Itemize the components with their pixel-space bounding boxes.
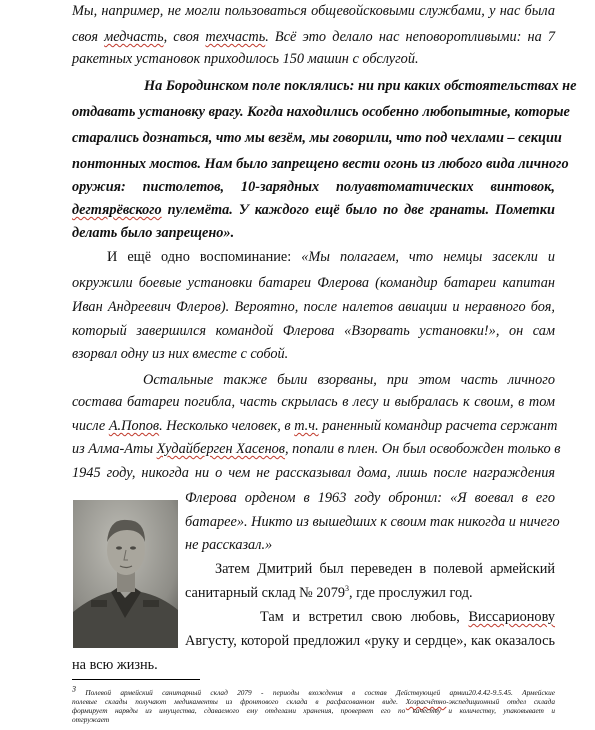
paragraph-3-line [72, 274, 555, 292]
footnote-marker: 3 [72, 684, 76, 694]
paragraph-2-line [72, 103, 570, 121]
text-run: т.ч. [294, 418, 319, 434]
text-run: 1945 году, никогда ни о чем не рассказывал дома, лишь после награждения [72, 465, 555, 481]
footnote-separator [72, 679, 200, 680]
text-run: формирует наряды из имущества, сдаваемого ему отделами хранения, проверяет его по качеству и количеству, упаковывает и [72, 706, 555, 715]
paragraph-6-line [72, 656, 555, 674]
text-run: на всю жизнь. [72, 657, 158, 673]
text-run: . Всё это делало нас неповоротливыми: на 7 [265, 29, 556, 45]
paragraph-4-line [185, 513, 560, 531]
text-run: . Несколько человек, в [159, 418, 295, 434]
text-run: батарее». Никто из вышедших к своим так никогда и ничего [185, 514, 560, 530]
paragraph-4-line [72, 417, 558, 435]
text-run: «Мы полагаем, что немцы засекли и [301, 249, 556, 265]
text-run: Августу, которой предложил «руку и сердце», как оказалось [185, 633, 555, 649]
text-run: А.Попов [108, 418, 160, 434]
footnote-line [72, 715, 555, 724]
text-run: состава батареи погибла, часть скрылась в лесу и выбралась к своим, в том [72, 394, 555, 410]
text-run: дегтярёвского [72, 202, 162, 218]
paragraph-2-line [72, 224, 555, 242]
text-run: который завершился командой Флерова «Взорвать установки!», он сам [72, 323, 555, 339]
paragraph-6-line [260, 608, 555, 626]
paragraph-2-line [72, 201, 555, 219]
text-run: , попали в плен. Он был освобожден только в [285, 441, 561, 457]
text-run: окружили боевые установки батареи Флерова (командир батареи капитан [72, 275, 555, 291]
text-run: ракетных установок приходилось 150 машин с обслугой. [72, 51, 419, 67]
text-run: санитарный склад № 2079 [185, 585, 345, 601]
text-run: Хозрасчётно [405, 697, 447, 706]
text-run: На Бородинском поле поклялись: ни при каких обстоятельствах не [144, 78, 577, 94]
paragraph-3-line [72, 298, 555, 316]
text-run: числе [72, 418, 109, 434]
paragraph-1-line [72, 2, 555, 20]
text-run: , где прослужил год. [349, 585, 473, 601]
paragraph-4-line [72, 393, 555, 411]
text-run: Остальные также были взорваны, при этом часть личного [143, 372, 555, 388]
paragraph-2-line [144, 77, 577, 95]
text-run: Полевой армейский санитарный склад 2079 - периоды вхождения в состав Действующей армии20.4.42-9.5.45. Армейские [76, 688, 555, 697]
text-run: отгружает [72, 715, 110, 724]
paragraph-1-line [72, 50, 555, 68]
text-run: медчасть [104, 29, 164, 45]
text-run: Виссарионову [468, 609, 555, 625]
paragraph-3-line [72, 345, 555, 363]
text-run: старались дознаться, что мы везём, мы говорили, что под чехлами – секции [72, 130, 562, 146]
paragraph-2-line [72, 155, 569, 173]
text-run: , своя [163, 29, 206, 45]
paragraph-3-line [72, 322, 555, 340]
footnote-line [72, 706, 555, 715]
text-run: Флерова орденом в 1963 году обронил: «Я воевал в его [185, 490, 555, 506]
text-run: Мы, например, не могли пользоваться общевойсковыми службами, у нас была [72, 3, 555, 19]
text-run: не рассказал.» [185, 537, 273, 553]
paragraph-3-line [107, 248, 555, 266]
paragraph-5-line [185, 584, 555, 602]
text-run: Иван Андреевич Флеров). Вероятно, после налетов авиации и неравного боя, [72, 299, 555, 315]
text-run: пулемёта. У каждого ещё было по две гранаты. Пометки [161, 202, 555, 218]
text-run: своя [72, 29, 105, 45]
text-run: отдавать установку врагу. Когда находились особенно любопытные, которые [72, 104, 570, 120]
text-run: -экспедиционный отдел склада [446, 697, 555, 706]
soldier-portrait-photo [73, 500, 178, 648]
text-run: из Алма-Аты [72, 441, 157, 457]
text-run: Там и встретил свою любовь, [260, 609, 469, 625]
footnote-line [72, 697, 555, 706]
paragraph-4-line [72, 440, 561, 458]
text-run: взорвал одну из них вместе с собой. [72, 346, 289, 362]
paragraph-4-line [143, 371, 555, 389]
footnote-line [72, 684, 555, 697]
footnote-marker: 3 [345, 584, 349, 594]
text-run: Худайберген Хасенов [156, 441, 286, 457]
text-run: оружия: пистолетов, 10-зарядных полуавтоматических винтовок, [72, 179, 555, 195]
text-run: Затем Дмитрий был переведен в полевой армейский [215, 561, 555, 577]
paragraph-4-line [185, 489, 555, 507]
paragraph-1-line [72, 28, 555, 46]
text-run: раненный командир расчета сержант [318, 418, 558, 434]
text-run: техчасть [205, 29, 266, 45]
text-run: делать было запрещено». [72, 225, 235, 241]
paragraph-2-line [72, 129, 562, 147]
text-run: полевые склады получают медикаменты из фронтового склада в расфасованном виде. [72, 697, 406, 706]
paragraph-2-line [72, 178, 555, 196]
paragraph-4-line [72, 464, 555, 482]
paragraph-5-line [215, 560, 555, 578]
paragraph-3-intro: И ещё одно воспоминание: [107, 249, 302, 265]
paragraph-4-line [185, 536, 555, 554]
text-run: понтонных мостов. Нам было запрещено вести огонь из любого вида личного [72, 156, 569, 172]
paragraph-6-line [185, 632, 555, 650]
